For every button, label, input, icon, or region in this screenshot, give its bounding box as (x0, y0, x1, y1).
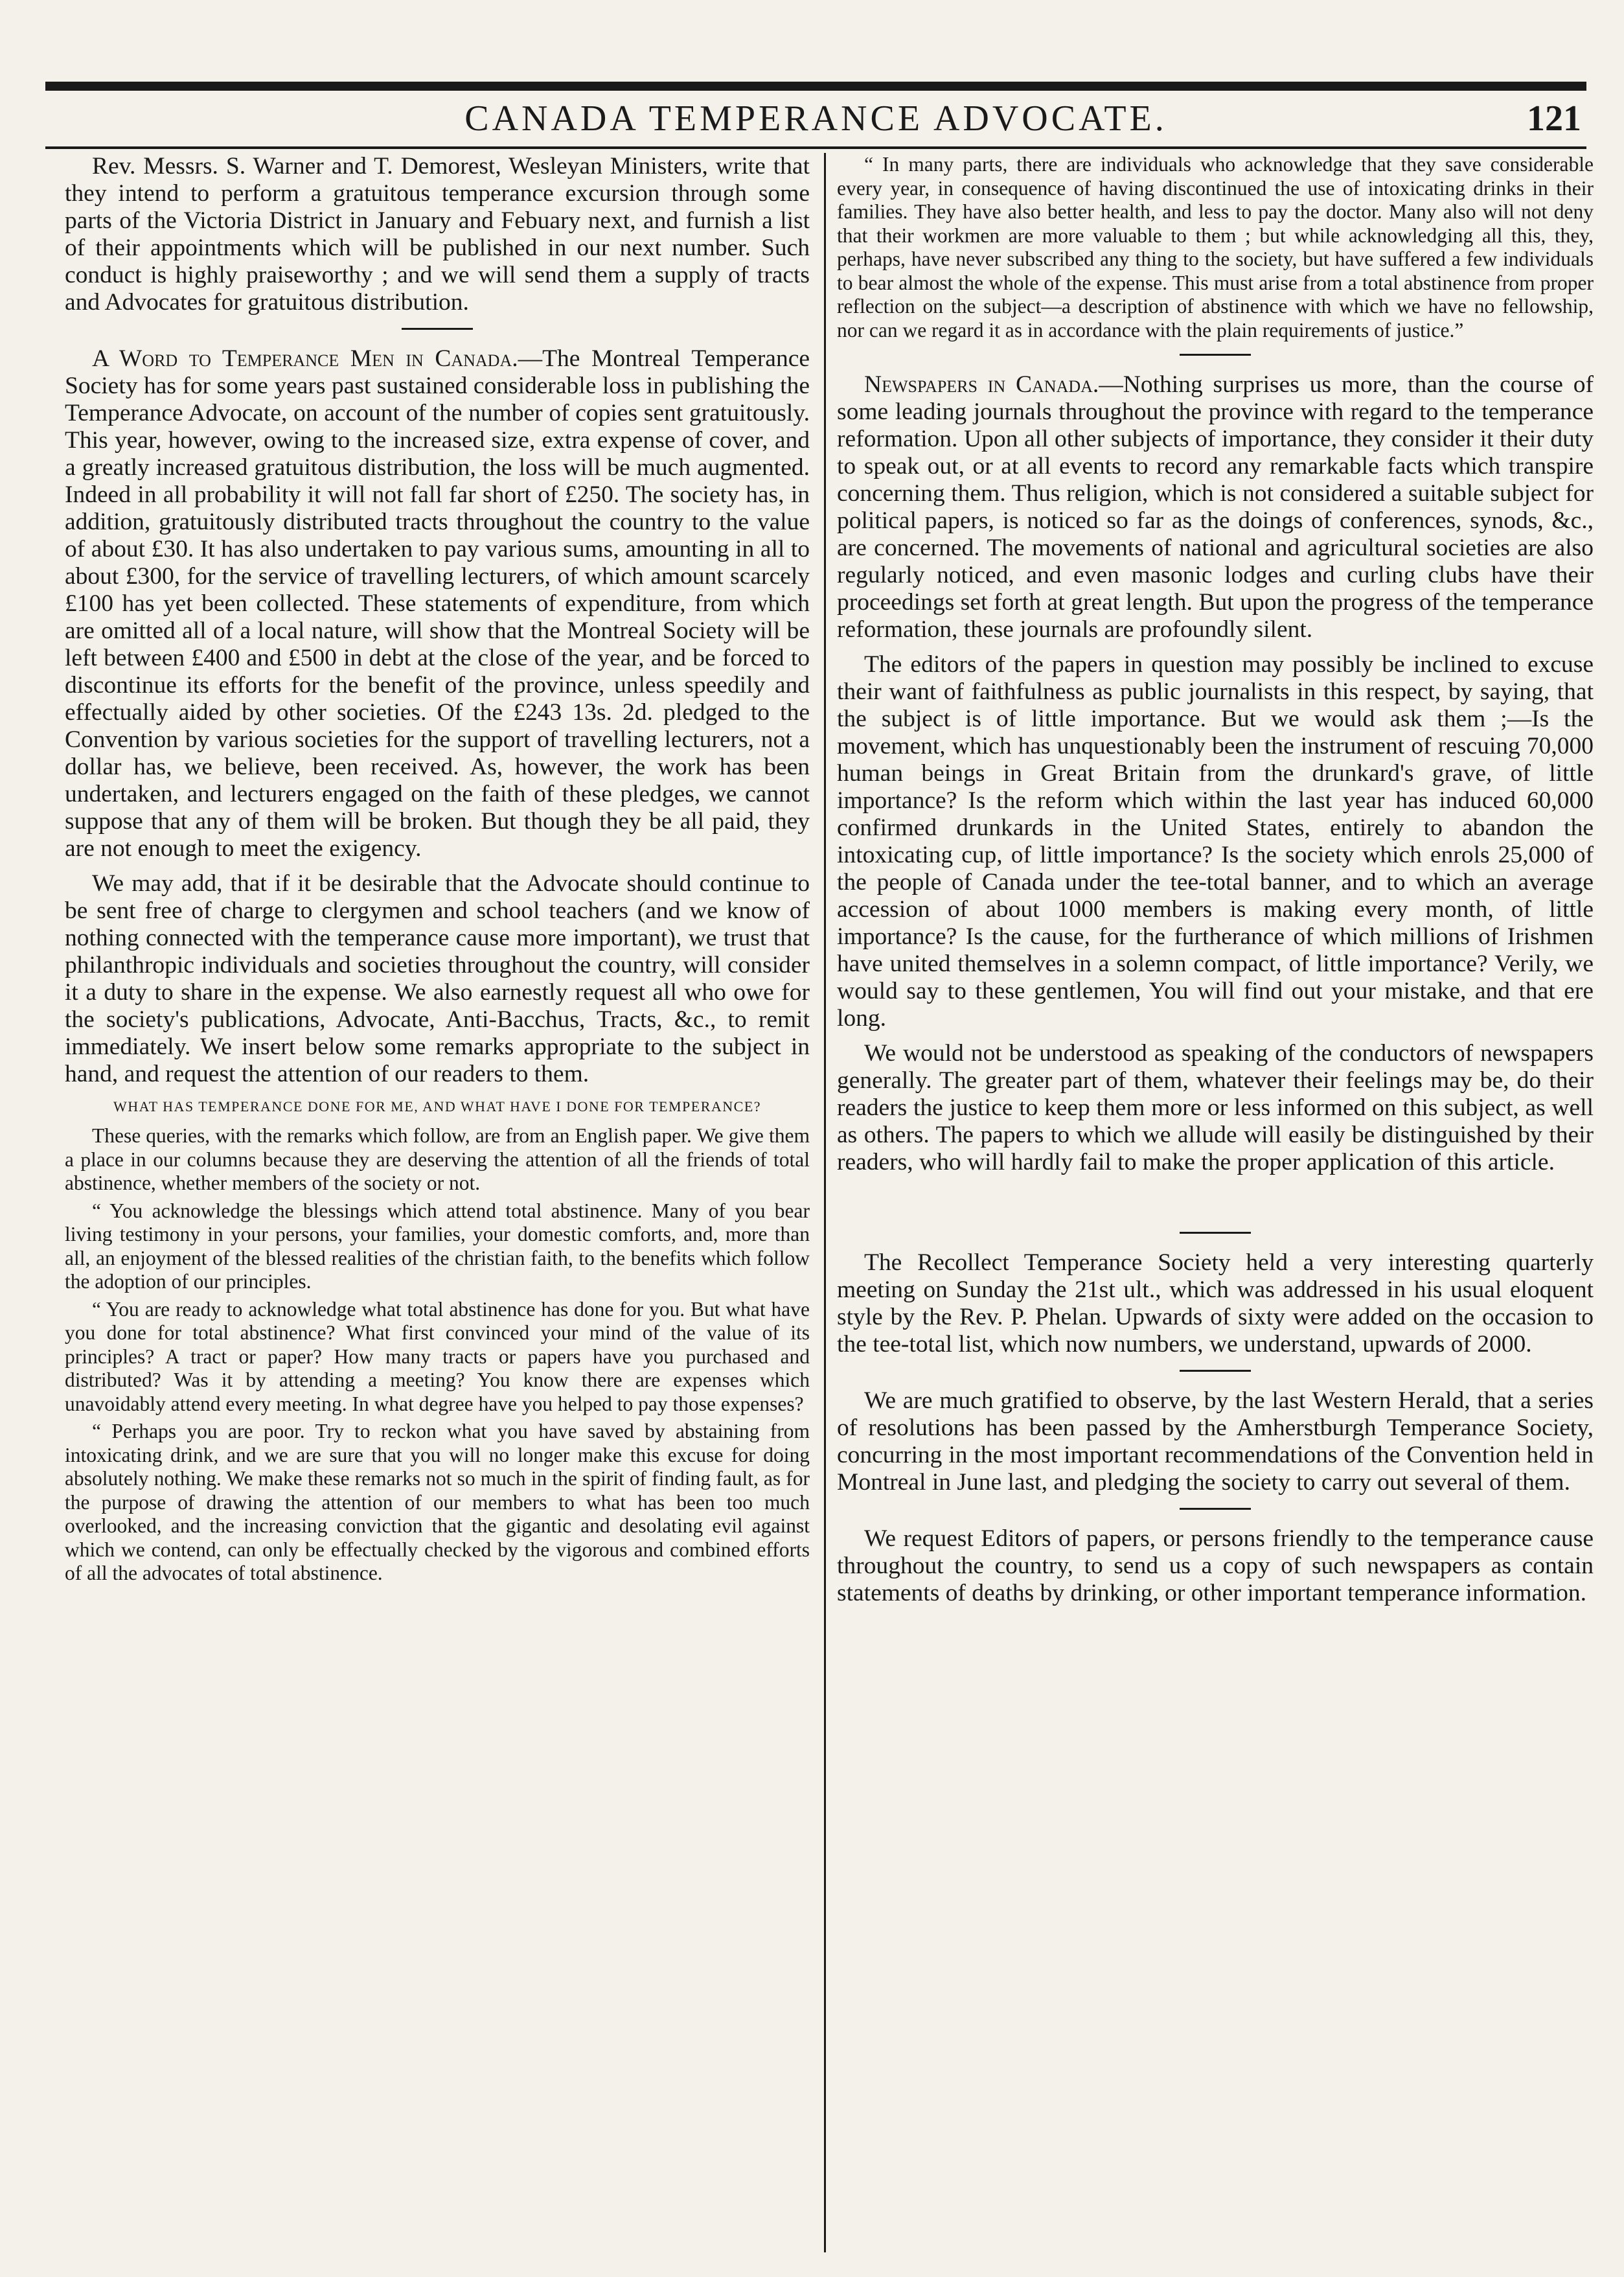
section-divider (1180, 1232, 1251, 1234)
warner-demorest-notice: Rev. Messrs. S. Warner and T. Demorest, Wesleyan Ministers, write that they intend to perform a gratuitous temperance excursion through some parts of the Victoria District in January and Febuary next, and furnish a list of their appointments which will be published in our next number. Such conduct is highly praiseworthy ; and we will send them a supply of tracts and Advocates for gratuitous distribution. (65, 153, 810, 316)
section-divider (1180, 354, 1251, 356)
masthead-title: CANADA TEMPERANCE ADVOCATE. (464, 98, 1167, 139)
section-divider (402, 328, 473, 330)
page-number: 121 (1527, 98, 1581, 139)
quote-paragraph: “ You acknowledge the blessings which attend total abstinence. Many of you bear living testimony in your persons, your families, your domestic comforts, and, more than all, an enjoyment of the blessed realities of the christian faith, to the benefits which follow the adoption of our principles. (65, 1199, 810, 1293)
newspapers-article: Newspapers in Canada.—Nothing surprises us more, than the course of some leading journals throughout the province with regard to the temperance reformation. Upon all other subjects of importance, they consider it their duty to speak out, or at all events to record any remarkable facts which transpire concerning them. Thus religion, which is not considered a suitable subject for political papers, is noticed so far as the doings of conferences, synods, &c., are concerned. The movements of national and agricultural societies are also regularly noticed, and even masonic lodges and curling clubs have their proceedings set forth at great length. But upon the progress of the temperance reformation, these journals are profoundly silent. (837, 371, 1594, 643)
quote-paragraph: “ In many parts, there are individuals who acknowledge that they save considerable every year, in consequence of having discontinued the use of intoxicating drinks in their families. They have also better health, and less to pay the doctor. Many also will not deny that their workmen are more valuable to them ; but while acknowledging all this, they, perhaps, have never subscribed any thing to the society, but have suffered a few individuals to bear almost the whole of the expense. This must arise from a total abstinence from proper reflection on the subject—a description of abstinence with which we have no fellowship, nor can we regard it as in accordance with the plain requirements of justice.” (837, 153, 1594, 341)
left-column (65, 153, 810, 2259)
western-herald-paragraph: We are much gratified to observe, by the last Western Herald, that a series of resolutions has been passed by the Amherstburgh Temperance Society, concurring in the most important recommendations of the Convention held in Montreal in June last, and pledging the society to carry out several of them. (837, 1387, 1594, 1496)
word-to-temperance-men-article: A Word to Temperance Men in Canada.—The Montreal Temperance Society has for some years past sustained considerable loss in publishing the Temperance Advocate, on account of the number of copies sent gratuitously. This year, however, owing to the increased size, extra expense of cover, and a greatly increased gratuitous distribution, the loss will be much augmented. Indeed in all probability it will not fall far short of £250. The society has, in addition, gratuitously distributed tracts throughout the country to the value of about £30. It has also undertaken to pay various sums, amounting in all to about £300, for the service of travelling lecturers, of which amount scarcely £100 has yet been collected. These statements of expenditure, from which are omitted all of a local nature, will show that the Montreal Society will be left between £400 and £500 in debt at the close of the year, and be forced to discontinue its efforts for the benefit of the province, unless speedily and effectually aided by other societies. Of the £243 13s. 2d. pledged to the Convention by various societies for the support of travelling lecturers, not a dollar has, we believe, been received. As, however, the work has been undertaken, and lecturers engaged on the faith of these pledges, we cannot suppose that any of them will be broken. But though they be all paid, they are not enough to meet the exigency. (65, 345, 810, 862)
editors-request-paragraph: We request Editors of papers, or persons friendly to the temperance cause throughout the country, to send us a copy of such newspapers as contain statements of deaths by drinking, or other important temperance information. (837, 1525, 1594, 1606)
quote-paragraph: These queries, with the remarks which follow, are from an English paper. We give them a place in our columns because they are deserving the attention of all the friends of total abstinence, whether members of the society or not. (65, 1124, 810, 1194)
column-divider (824, 153, 826, 2252)
top-rule (45, 82, 1586, 91)
article-paragraph: The editors of the papers in question may possibly be inclined to excuse their want of faithfulness as public journalists in this respect, by saying, that the subject is of little importance. But we would ask them ;—Is the movement, which has unquestionably been the instrument of rescuing 70,000 human beings in Great Britain from the drunkard's grave, of little importance? Is the reform which within the last year has induced 60,000 confirmed drunkards in the United States, entirely to abandon the intoxicating cup, of little importance? Is the society which enrols 25,000 of the people of Canada under the tee-total banner, and to which an average accession of about 1000 members is making every month, of little importance? Is the cause, for the furtherance of which millions of Irishmen have united themselves in a solemn compact, of little importance? Verily, we would say to these gentlemen, You will find out your mistake, and that ere long. (837, 651, 1594, 1032)
article-paragraph: The Montreal Temperance Society has for some years past sustained considerable loss in publishing the Temperance Advocate, on account of the number of copies sent gratuitously. This year, however, owing to the increased size, extra expense of cover, and a greatly increased gratuitous distribution, the loss will be much augmented. Indeed in all probability it will not fall far short of £250. The society has, in addition, gratuitously distributed tracts throughout the country to the value of about £30. It has also undertaken to pay various sums, amounting in all to about £300, for the service of travelling lecturers, of which amount scarcely £100 has yet been collected. These statements of expenditure, from which are omitted all of a local nature, will show that the Montreal Society will be left between £400 and £500 in debt at the close of the year, and be forced to discontinue its efforts for the benefit of the province, unless speedily and effectually aided by other societies. Of the £243 13s. 2d. pledged to the Convention by various societies for the support of travelling lecturers, not a dollar has, we believe, been received. As, however, the work has been undertaken, and lecturers engaged on the faith of these pledges, we cannot suppose that any of them will be broken. But though they be all paid, they are not enough to meet the exigency. (65, 345, 810, 862)
section-divider (1180, 1508, 1251, 1510)
article-paragraph: We would not be understood as speaking of the conductors of newspapers generally. The greater part of them, whatever their feelings may be, do their readers the justice to keep them more or less informed on this subject, as well as others. The papers to which we allude will easily be distinguished by their readers, who will hardly fail to make the proper application of this article. (837, 1040, 1594, 1175)
article-paragraph: We may add, that if it be desirable that the Advocate should continue to be sent free of charge to clergymen and school teachers (and we know of nothing connected with the temperance cause more important), we trust that philanthropic individuals and societies throughout the country, will consider it a duty to share in the expense. We also earnestly request all who owe for the society's publications, Advocate, Anti-Bacchus, Tracts, &c., to remit immediately. We insert below some remarks appropriate to the subject in hand, and request the attention of our readers to them. (65, 870, 810, 1087)
subheading: WHAT HAS TEMPERANCE DONE FOR ME, AND WHAT HAVE I DONE FOR TEMPERANCE? (113, 1098, 762, 1115)
quote-paragraph: “ Perhaps you are poor. Try to reckon what you have saved by abstaining from intoxicating drink, and we are sure that you will no longer make this excuse for doing absolutely nothing. We make these remarks not so much in the spirit of finding fault, as for the purpose of drawing the attention of our members to what has been too much overlooked, and the increasing conviction that the gigantic and desolating evil against which we contend, can only be effectually checked by the vigorous and combined efforts of all the advocates of total abstinence. (65, 1420, 810, 1584)
article-paragraph: Nothing surprises us more, than the course of some leading journals throughout the province with regard to the temperance reformation. Upon all other subjects of importance, they consider it their duty to speak out, or at all events to record any remarkable facts which transpire concerning them. Thus religion, which is not considered a suitable subject for political papers, is noticed so far as the doings of conferences, synods, &c., are concerned. The movements of national and agricultural societies are also regularly noticed, and even masonic lodges and curling clubs have their proceedings set forth at great length. But upon the progress of the temperance reformation, these journals are profoundly silent. (837, 371, 1594, 643)
recollect-society-paragraph: The Recollect Temperance Society held a very interesting quarterly meeting on Sunday the 21st ult., which was addressed in his usual eloquent style by the Rev. P. Phelan. Upwards of sixty were added on the occasion to the tee-total list, which now numbers, we understand, upwards of 2000. (837, 1249, 1594, 1358)
right-column (837, 153, 1594, 2259)
section-divider (1180, 1370, 1251, 1372)
page-header (45, 91, 1586, 149)
quote-paragraph: “ You are ready to acknowledge what total abstinence has done for you. But what have you done for total abstinence? What first convinced your mind of the value of its principles? A tract or paper? How many tracts or papers have you purchased and distributed? Was it by attending a meeting? You know there are expenses which unavoidably attend every meeting. In what degree have you helped to pay those expenses? (65, 1297, 810, 1415)
article-heading: Newspapers in Canada. (864, 371, 1099, 398)
article-heading: A Word to Temperance Men in Canada. (92, 345, 518, 372)
